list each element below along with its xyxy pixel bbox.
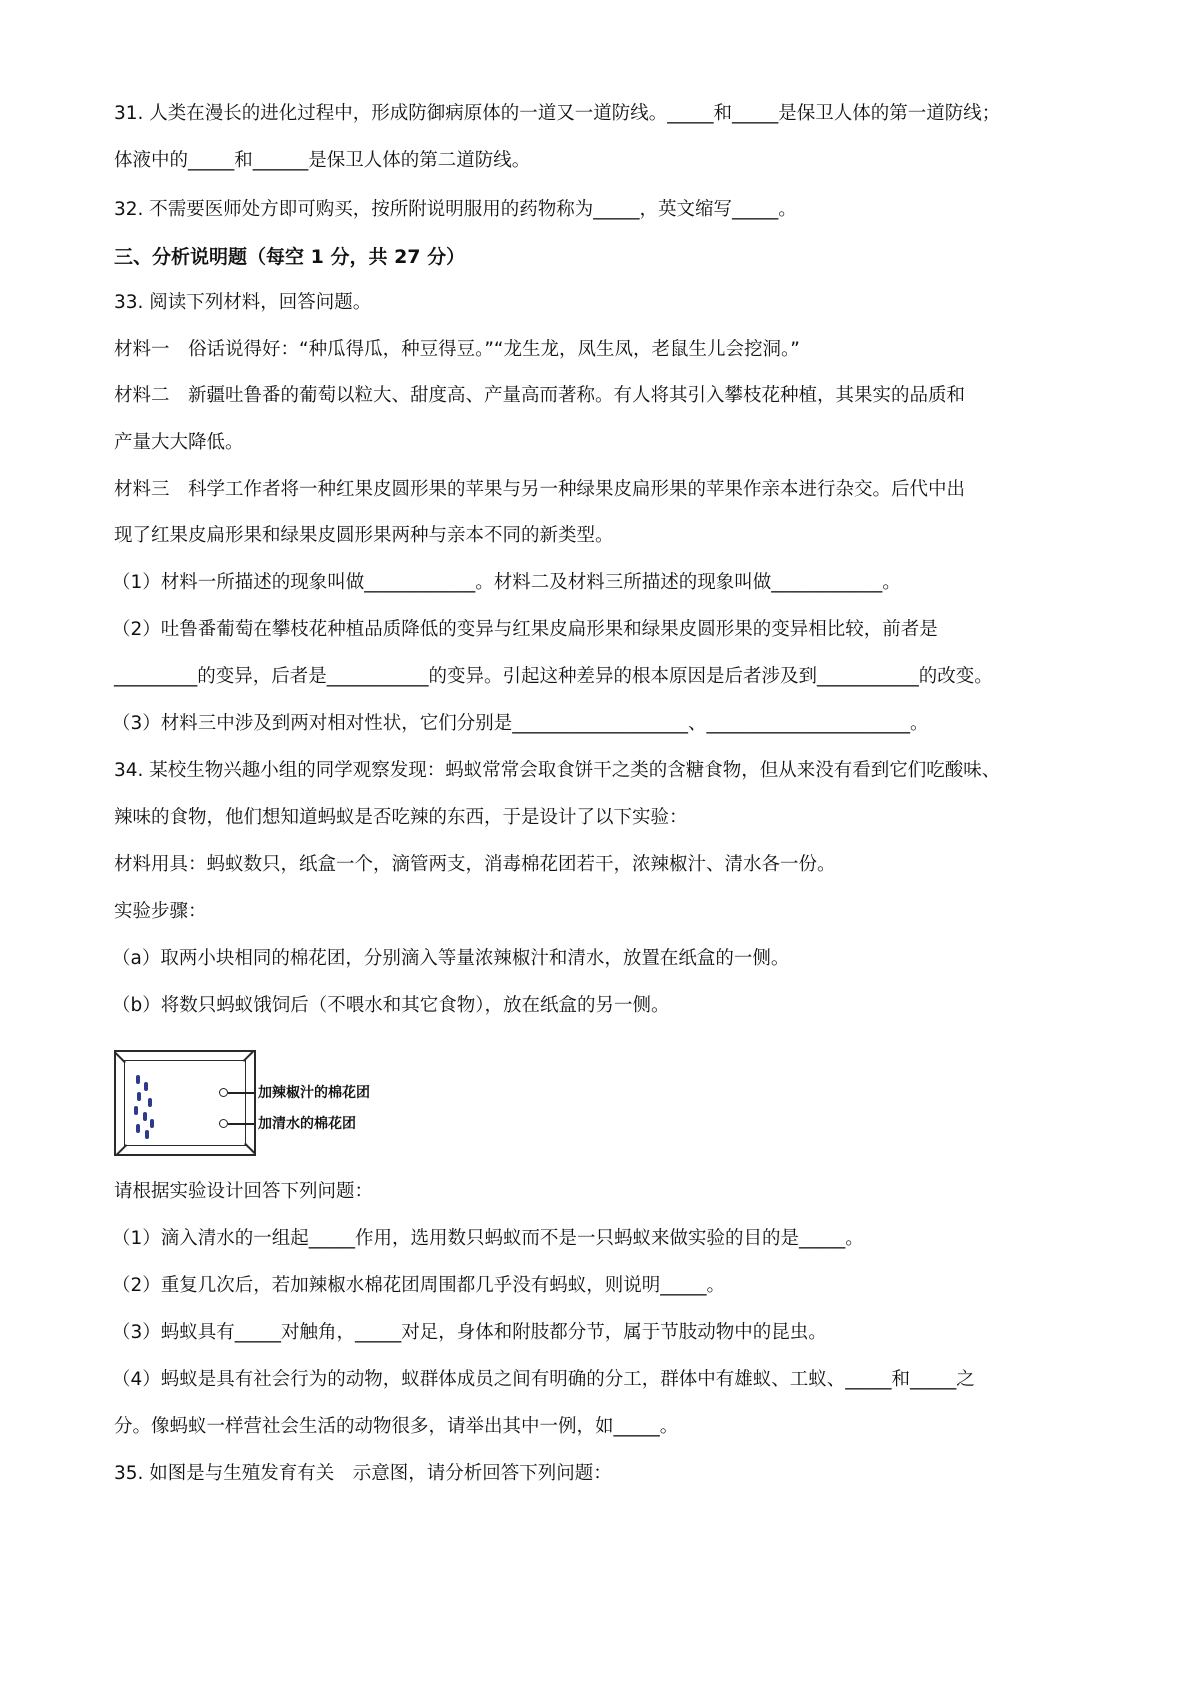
q33-intro: 33. 阅读下列材料，回答问题。 bbox=[114, 292, 372, 313]
ant-icon bbox=[143, 1112, 147, 1121]
water-leader-line bbox=[228, 1123, 254, 1125]
q34-prompt: 请根据实验设计回答下列问题： bbox=[114, 1181, 374, 1202]
q34-sub-2: （2）重复几次后，若加辣椒水棉花团周围都几乎没有蚂蚁，则说明_____。 bbox=[112, 1275, 726, 1296]
ant-icon bbox=[136, 1075, 140, 1084]
q34-step-b: （b）将数只蚂蚁饿饲后（不喂水和其它食物），放在纸盒的另一侧。 bbox=[112, 995, 670, 1016]
q35-line-1: 35. 如图是与生殖发育有关 示意图，请分析回答下列问题： bbox=[114, 1463, 612, 1484]
q33-sub-2-line-1: （2）吐鲁番葡萄在攀枝花种植品质降低的变异与红果皮扁形果和绿果皮圆形果的变异相比较，前者是 bbox=[112, 619, 938, 640]
q33-sub-3: （3）材料三中涉及到两对相对性状，它们分别是___________________、______________________。 bbox=[112, 713, 929, 734]
q34-sub-3: （3）蚂蚁具有_____对触角，_____对足，身体和附肢都分节，属于节肢动物中的昆虫。 bbox=[112, 1322, 827, 1343]
q34-line-2: 辣味的食物，他们想知道蚂蚁是否吃辣的东西，于是设计了以下实验： bbox=[114, 807, 688, 828]
q34-sub-4-line-2: 分。像蚂蚁一样营社会生活的动物很多，请举出其中一例，如_____。 bbox=[114, 1416, 679, 1437]
ant-icon bbox=[145, 1130, 149, 1139]
q33-material-2-line-1: 材料二 新疆吐鲁番的葡萄以粒大、甜度高、产量高而著称。有人将其引入攀枝花种植，其果实的品质和 bbox=[114, 385, 966, 406]
q33-material-2-line-2: 产量大大降低。 bbox=[114, 432, 244, 453]
q34-steps-title: 实验步骤： bbox=[114, 901, 207, 922]
water-cotton-ball-icon bbox=[219, 1119, 228, 1128]
ant-icon bbox=[144, 1082, 148, 1091]
pepper-cotton-ball-icon bbox=[219, 1088, 228, 1097]
water-cotton-label: 加清水的棉花团 bbox=[258, 1116, 356, 1132]
q31-line-2: 体液中的_____和______是保卫人体的第二道防线。 bbox=[114, 150, 531, 171]
ant-icon bbox=[137, 1092, 141, 1101]
q33-sub-2-line-2: _________的变异，后者是___________的变异。引起这种差异的根本原因是后者涉及到___________的改变。 bbox=[114, 666, 993, 687]
q33-material-3-line-2: 现了红果皮扁形果和绿果皮圆形果两种与亲本不同的新类型。 bbox=[114, 525, 614, 546]
q32-line-1: 32. 不需要医师处方即可购买，按所附说明服用的药物称为_____，英文缩写_____。 bbox=[114, 199, 797, 220]
ant-icon bbox=[134, 1106, 138, 1115]
q31-line-1: 31. 人类在漫长的进化过程中，形成防御病原体的一道又一道防线。_____和_____是保卫人体的第一道防线； bbox=[114, 103, 1001, 124]
q34-line-1: 34. 某校生物兴趣小组的同学观察发现：蚂蚁常常会取食饼干之类的含糖食物，但从来没有看到它们吃酸味、 bbox=[114, 760, 1001, 781]
q34-sub-1: （1）滴入清水的一组起_____作用，选用数只蚂蚁而不是一只蚂蚁来做实验的目的是_____。 bbox=[112, 1228, 864, 1249]
q33-material-3-line-1: 材料三 科学工作者将一种红果皮圆形果的苹果与另一种绿果皮扁形果的苹果作亲本进行杂交。后代中出 bbox=[114, 479, 966, 500]
ant-icon bbox=[150, 1119, 154, 1128]
pepper-cotton-label: 加辣椒汁的棉花团 bbox=[258, 1085, 370, 1101]
q33-material-1: 材料一 俗话说得好：“种瓜得瓜，种豆得豆。”“龙生龙，凤生凤，老鼠生儿会挖洞。” bbox=[114, 339, 800, 360]
paper-box-inner bbox=[124, 1060, 246, 1146]
pepper-leader-line bbox=[228, 1092, 254, 1094]
ant-icon bbox=[136, 1124, 140, 1133]
q34-step-a: （a）取两小块相同的棉花团，分别滴入等量浓辣椒汁和清水，放置在纸盒的一侧。 bbox=[112, 948, 790, 969]
q34-sub-4-line-1: （4）蚂蚁是具有社会行为的动物，蚁群体成员之间有明确的分工，群体中有雄蚁、工蚁、_____和_____之 bbox=[112, 1369, 975, 1390]
section-3-heading: 三、分析说明题（每空 1 分，共 27 分） bbox=[114, 246, 466, 268]
q34-materials: 材料用具：蚂蚁数只，纸盒一个，滴管两支，消毒棉花团若干，浓辣椒汁、清水各一份。 bbox=[114, 854, 836, 875]
q33-sub-1: （1）材料一所描述的现象叫做____________。材料二及材料三所描述的现象叫做____________。 bbox=[112, 572, 901, 593]
ant-icon bbox=[148, 1098, 152, 1107]
